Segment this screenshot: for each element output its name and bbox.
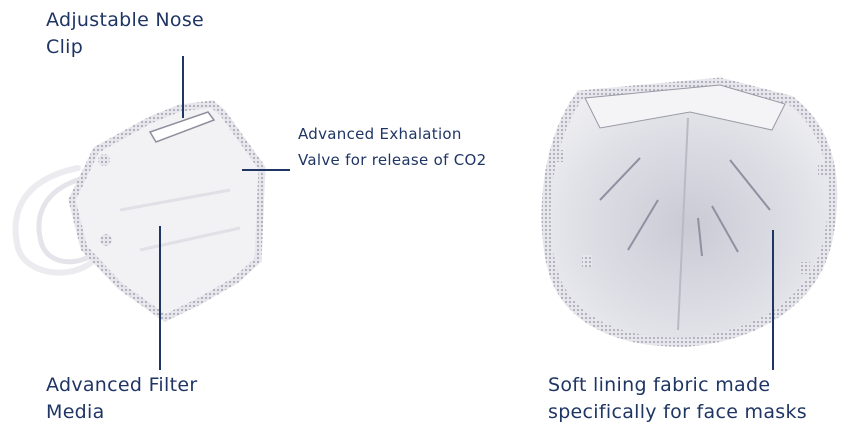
weld-point <box>553 150 563 162</box>
weld-point <box>100 234 112 246</box>
filter-media-label: Advanced Filter Media <box>46 374 198 423</box>
inside-mask <box>546 82 833 342</box>
side-mask <box>16 104 262 318</box>
weld-point <box>800 262 810 274</box>
exhalation-valve-leader <box>242 169 290 171</box>
nose-clip-leader <box>182 56 184 118</box>
nose-clip-label: Adjustable Nose Clip <box>46 9 205 58</box>
filter-media-leader <box>159 226 161 370</box>
weld-point <box>98 154 110 166</box>
weld-point <box>818 165 828 177</box>
exhalation-valve-label: Advanced Exhalation Valve for release of CO2 <box>298 125 487 169</box>
soft-lining-label: Soft lining fabric made specifically for face masks <box>548 374 807 423</box>
soft-lining-leader <box>772 230 774 370</box>
weld-point <box>582 255 592 267</box>
inside-mask-body <box>546 82 833 342</box>
